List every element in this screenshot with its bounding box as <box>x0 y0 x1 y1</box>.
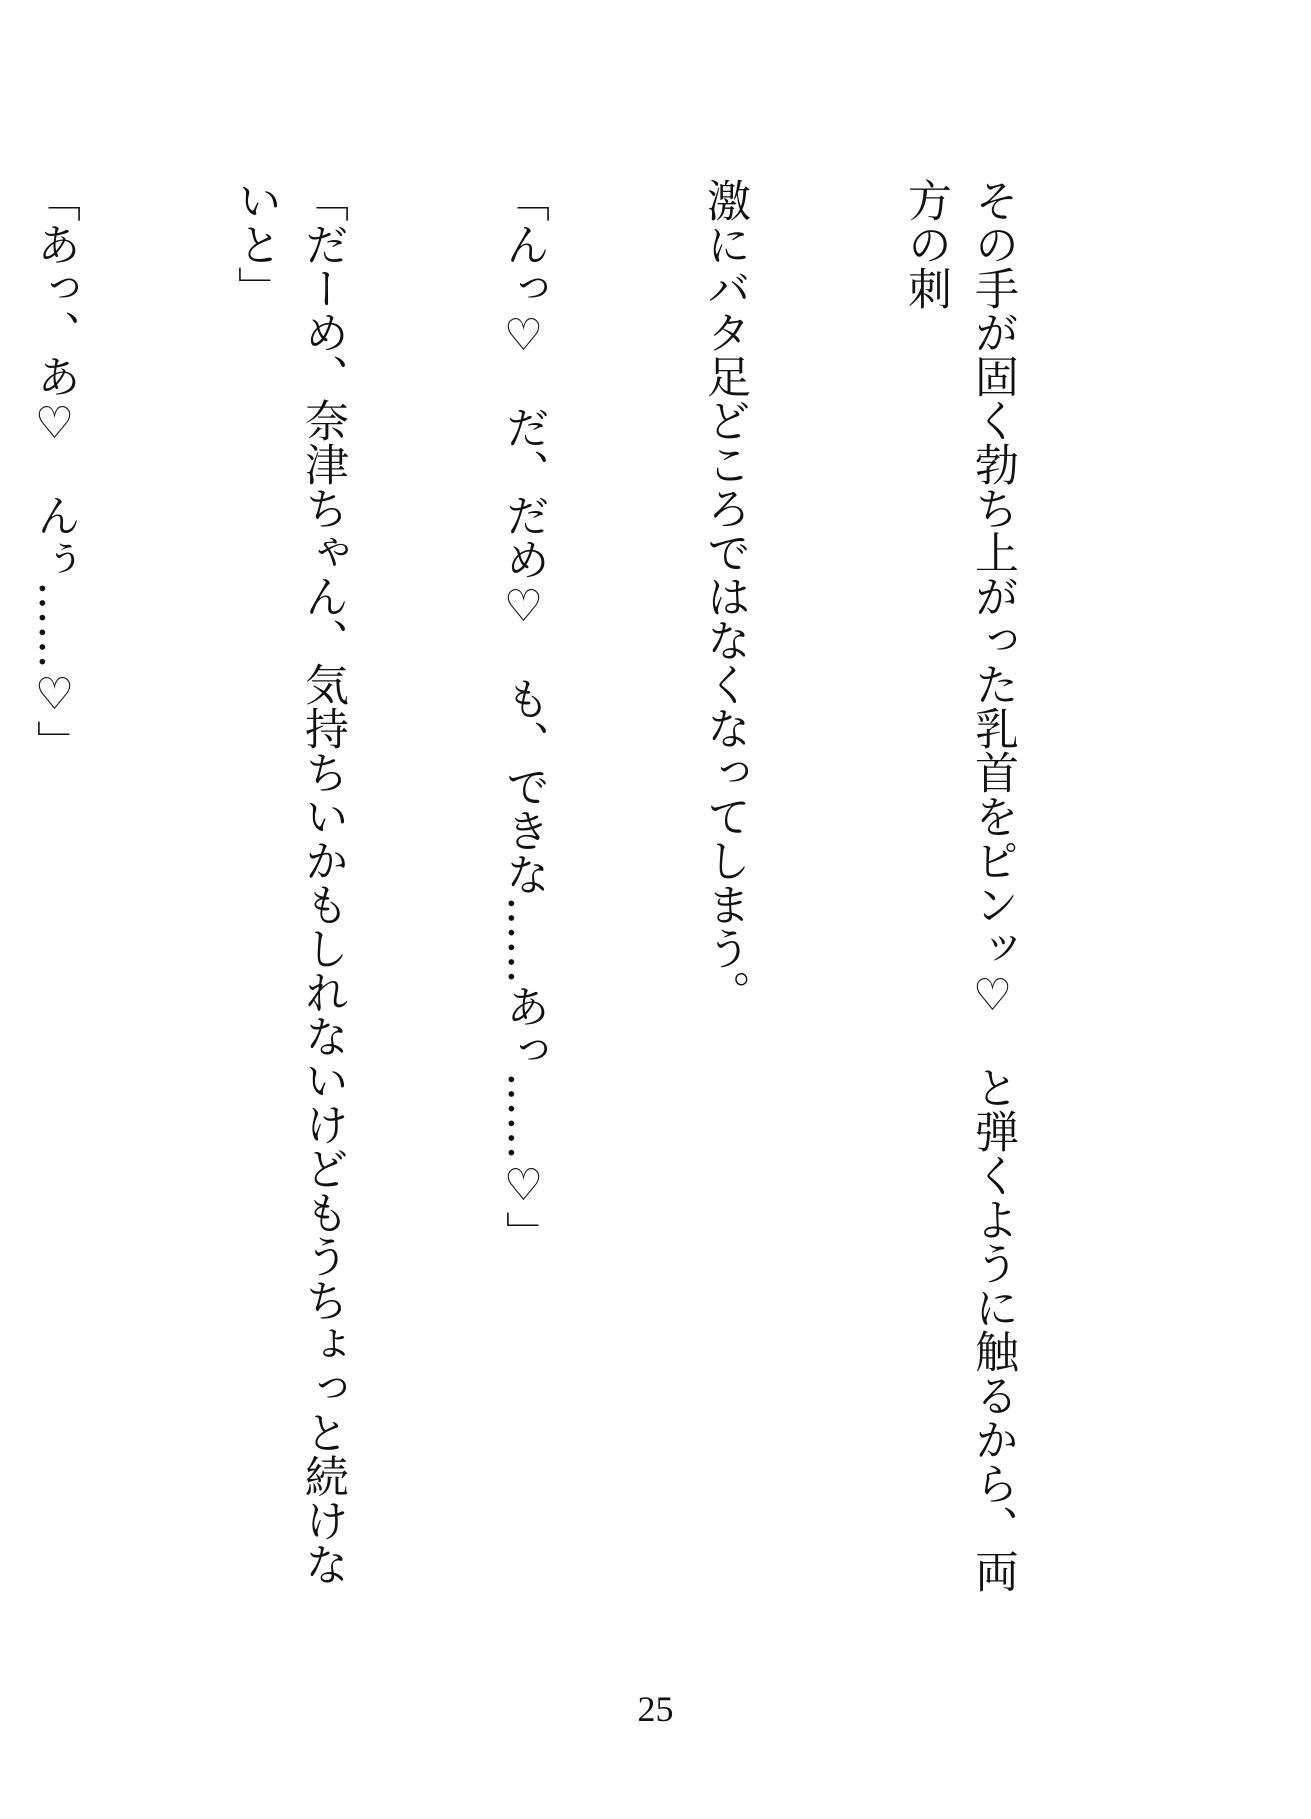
text-line: 「んっ♡ だ、だめ♡ も、できな……あっ……♡」 <box>498 178 549 1255</box>
text-line: その手が固く勃ち上がった乳首をピンッ♡ と弾くように触るから、両方の刺 <box>900 178 1018 1593</box>
text-line: 激にバタ足どころではなくなってしまう。 <box>699 178 750 1014</box>
page-number: 25 <box>637 1689 674 1729</box>
text-line: 「だーめ、奈津ちゃん、気持ちいかもしれないけどもうちょっと続けないと」 <box>230 178 348 1586</box>
text-line: 「あっ、あ♡ んぅ……♡」 <box>29 178 80 764</box>
vertical-body-text <box>29 178 1160 1618</box>
